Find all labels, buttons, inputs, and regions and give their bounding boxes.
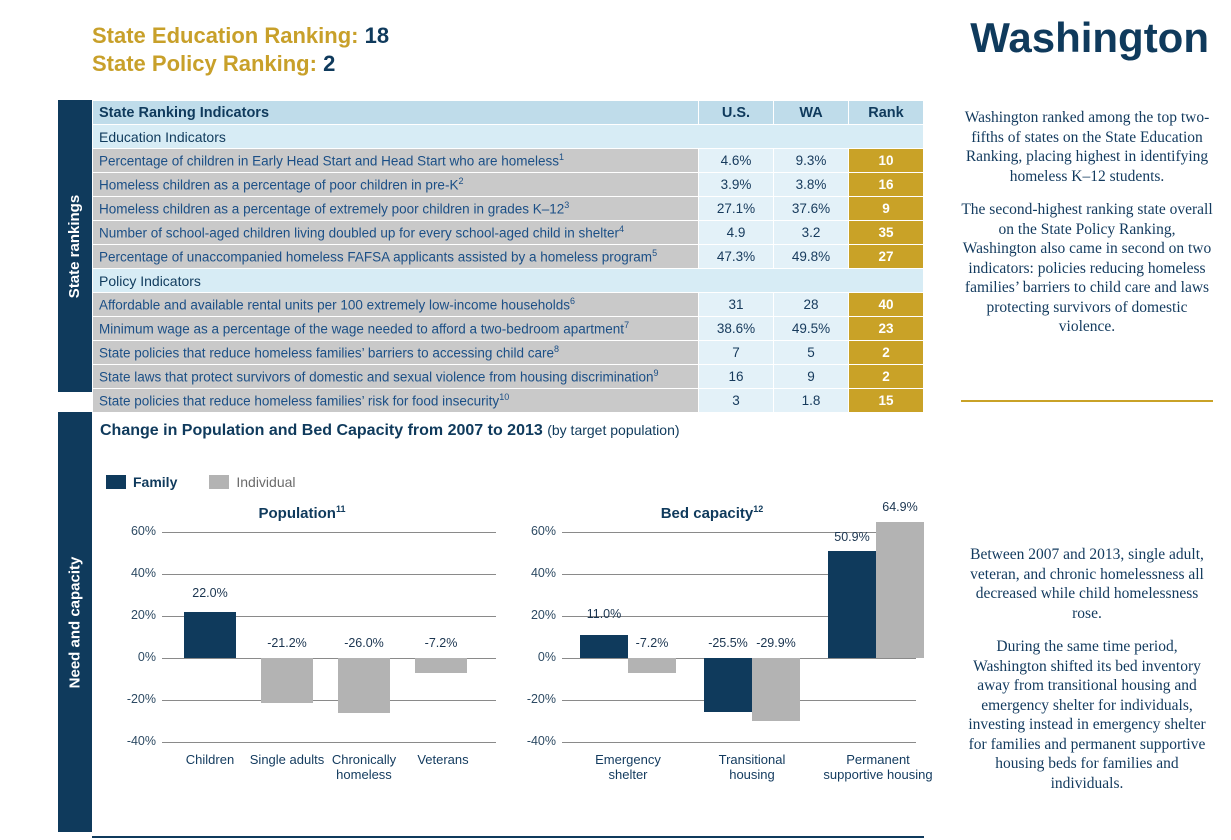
y-tick-label: -20% [526,692,556,706]
column-header-rank: Rank [849,101,924,125]
table-row [93,341,924,365]
row-rank-value: 15 [849,389,924,413]
bar-value-label: 22.0% [192,586,228,600]
row-note: 3 [564,200,570,211]
row-rank-value: 40 [849,293,924,317]
row-label-text: Number of school-aged children living doubled up for every school-aged child in shelter [99,225,620,241]
legend-label-individual: Individual [236,474,296,490]
row-us-value: 3 [699,389,774,413]
x-label-children: Children [185,752,235,767]
chart-bed-capacity [502,500,933,814]
bar-rect [704,658,752,712]
bar-rect [261,658,313,703]
x-label-single-adults: Single adults [249,752,325,767]
x-label-chronically-homeless: Chronically homeless [331,752,397,782]
chart-population [102,504,502,814]
row-us-value: 4.9 [699,221,774,245]
sidebar-tab-need-and-capacity [58,412,92,832]
state-ranking-indicators-table [92,100,924,413]
education-ranking-value: 18 [364,23,390,48]
sidebar-paragraph: The second-highest ranking state overall on the State Policy Ranking, Washington also came in second on two indicators: policies reducing homeless families’ barriers to child care and laws protecting survivors of domestic violence. [961,201,1213,335]
education-ranking-label: State Education Ranking: [92,23,359,48]
row-rank-value: 16 [849,173,924,197]
chart-population-bars [162,532,496,742]
row-us-value: 31 [699,293,774,317]
row-label [93,293,699,317]
divider-rule [961,400,1213,402]
row-label-text: Percentage of children in Early Head Start and Head Start who are homeless [99,153,560,169]
row-state-value: 49.8% [774,245,849,269]
legend-swatch-family-icon [106,475,126,489]
y-tick-label: 0% [537,650,556,664]
row-rank-value: 2 [849,365,924,389]
legend-item-individual [209,474,295,490]
row-note: 2 [458,176,464,187]
panel-subtitle-text: (by target population) [547,422,680,438]
panel-title-text: Change in Population and Bed Capacity from 2007 to 2013 [100,422,543,439]
row-label [93,389,699,413]
table-row [93,149,924,173]
table-section-policy [93,269,924,293]
chart-legend [106,474,296,490]
row-note: 8 [553,344,559,355]
row-rank-value: 10 [849,149,924,173]
table-row [93,365,924,389]
row-label [93,173,699,197]
row-note: 10 [499,392,510,403]
table-row [93,293,924,317]
sidebar-paragraph: During the same time period, Washington shifted its bed inventory away from transitional housing and emergency shelter for individuals, investing instead in emergency shelter for families and permanent supportive housing beds for families and individuals. [968,638,1206,792]
chart-population-title-text: Population [258,505,336,522]
row-us-value: 4.6% [699,149,774,173]
row-label-text: Minimum wage as a percentage of the wage needed to afford a two-bedroom apartment [99,321,625,337]
gridline [126,734,496,748]
chart-population-title-note: 11 [335,504,346,514]
row-label-text: State laws that protect survivors of domestic and sexual violence from housing discrimination [99,369,654,385]
column-header-indicator: State Ranking Indicators [93,101,699,125]
bar-value-label: -7.2% [424,636,458,650]
row-label-text: State policies that reduce homeless families’ barriers to accessing child care [99,345,554,361]
y-tick-label: 0% [137,650,156,664]
table-row [93,245,924,269]
bar-rect [415,658,467,673]
y-tick-label: -40% [526,734,556,748]
y-tick-label: 40% [530,566,556,580]
row-note: 1 [559,152,565,163]
row-label [93,317,699,341]
header-rankings [92,22,389,78]
chart-population-x-labels [162,752,496,802]
chart-bed-capacity-title [502,504,922,522]
row-state-value: 3.8% [774,173,849,197]
bar-rect [628,658,676,673]
row-state-value: 1.8 [774,389,849,413]
row-label [93,197,699,221]
bar-rect [338,658,390,713]
sidebar-tab-state-rankings-label: State rankings [66,194,84,298]
section-title-education: Education Indicators [93,125,924,149]
bar-value-label: 11.0% [586,607,622,621]
chart-population-title [102,504,502,522]
row-note: 9 [653,368,659,379]
bar-rect [876,522,924,658]
table-row [93,173,924,197]
sidebar-commentary-top [961,108,1213,351]
bar-value-label: 64.9% [882,500,918,514]
table-row [93,317,924,341]
chart-population-plot [126,524,496,748]
row-state-value: 3.2 [774,221,849,245]
x-label-permanent-supportive-housing: Permanent supportive housing [823,752,933,782]
sidebar-paragraph: Between 2007 and 2013, single adult, veteran, and chronic homelessness all decreased while child homelessness rose. [970,546,1204,622]
row-us-value: 3.9% [699,173,774,197]
table-section-education [93,125,924,149]
sidebar-tab-state-rankings [58,100,92,392]
bar-value-label: -7.2% [635,636,669,650]
bar-value-label: 50.9% [834,530,870,544]
y-tick-label: 20% [530,608,556,622]
row-note: 5 [652,248,658,259]
chart-bed-capacity-title-note: 12 [753,504,764,514]
legend-label-family: Family [133,474,178,490]
y-tick-label: -20% [126,692,156,706]
section-title-policy: Policy Indicators [93,269,924,293]
row-us-value: 16 [699,365,774,389]
x-label-emergency-shelter: Emergency shelter [595,752,661,782]
sidebar-paragraph: Washington ranked among the top two-fifths of states on the State Education Ranking, placing highest in identifying homeless K–12 students. [964,109,1210,185]
education-ranking-line [92,22,389,50]
table-row [93,221,924,245]
row-rank-value: 9 [849,197,924,221]
y-tick-label: 60% [130,524,156,538]
table-row [93,389,924,413]
legend-swatch-individual-icon [209,475,229,489]
charts-panel [92,412,933,832]
row-label [93,341,699,365]
row-label [93,149,699,173]
bar-value-label: -21.2% [267,636,307,650]
row-state-value: 49.5% [774,317,849,341]
row-state-value: 9 [774,365,849,389]
bar-rect [828,551,876,658]
chart-bed-capacity-x-labels [562,752,933,802]
legend-item-family [106,474,177,490]
y-tick-label: 60% [530,524,556,538]
chart-bed-capacity-title-text: Bed capacity [660,505,754,522]
row-label-text: Homeless children as a percentage of extremely poor children in grades K–12 [99,201,565,217]
bar-value-label: -26.0% [344,636,384,650]
bottom-divider [92,836,924,838]
row-us-value: 38.6% [699,317,774,341]
row-state-value: 28 [774,293,849,317]
table-row [93,197,924,221]
row-note: 6 [570,296,576,307]
row-state-value: 5 [774,341,849,365]
row-rank-value: 2 [849,341,924,365]
panel-title [100,422,680,440]
row-label [93,245,699,269]
policy-ranking-label: State Policy Ranking: [92,51,317,76]
row-us-value: 47.3% [699,245,774,269]
row-label-text: Affordable and available rental units per 100 extremely low-income households [99,297,571,313]
row-state-value: 37.6% [774,197,849,221]
column-header-us: U.S. [699,101,774,125]
row-rank-value: 35 [849,221,924,245]
bar-rect [184,612,236,658]
state-title: Washington [970,14,1209,61]
sidebar-tab-need-and-capacity-label: Need and capacity [66,556,84,688]
policy-ranking-line [92,50,389,78]
row-label-text: State policies that reduce homeless families’ risk for food insecurity [99,393,500,409]
row-state-value: 9.3% [774,149,849,173]
row-rank-value: 23 [849,317,924,341]
bar-value-label: -29.9% [756,636,796,650]
x-label-transitional-housing: Transitional housing [718,752,786,782]
x-label-veterans: Veterans [417,752,469,767]
y-tick-label: 20% [130,608,156,622]
row-note: 4 [619,224,625,235]
bar-rect [752,658,800,721]
column-header-state: WA [774,101,849,125]
policy-ranking-value: 2 [323,51,336,76]
row-rank-value: 27 [849,245,924,269]
bar-value-label: -25.5% [708,636,748,650]
gridline [526,734,916,748]
row-label-text: Percentage of unaccompanied homeless FAFSA applicants assisted by a homeless program [99,249,653,265]
row-label-text: Homeless children as a percentage of poor children in pre-K [99,177,459,193]
row-label [93,221,699,245]
sidebar-commentary-bottom [961,545,1213,807]
row-us-value: 7 [699,341,774,365]
y-tick-label: 40% [130,566,156,580]
row-us-value: 27.1% [699,197,774,221]
y-tick-label: -40% [126,734,156,748]
row-label [93,365,699,389]
table-header-row [93,101,924,125]
row-note: 7 [624,320,630,331]
